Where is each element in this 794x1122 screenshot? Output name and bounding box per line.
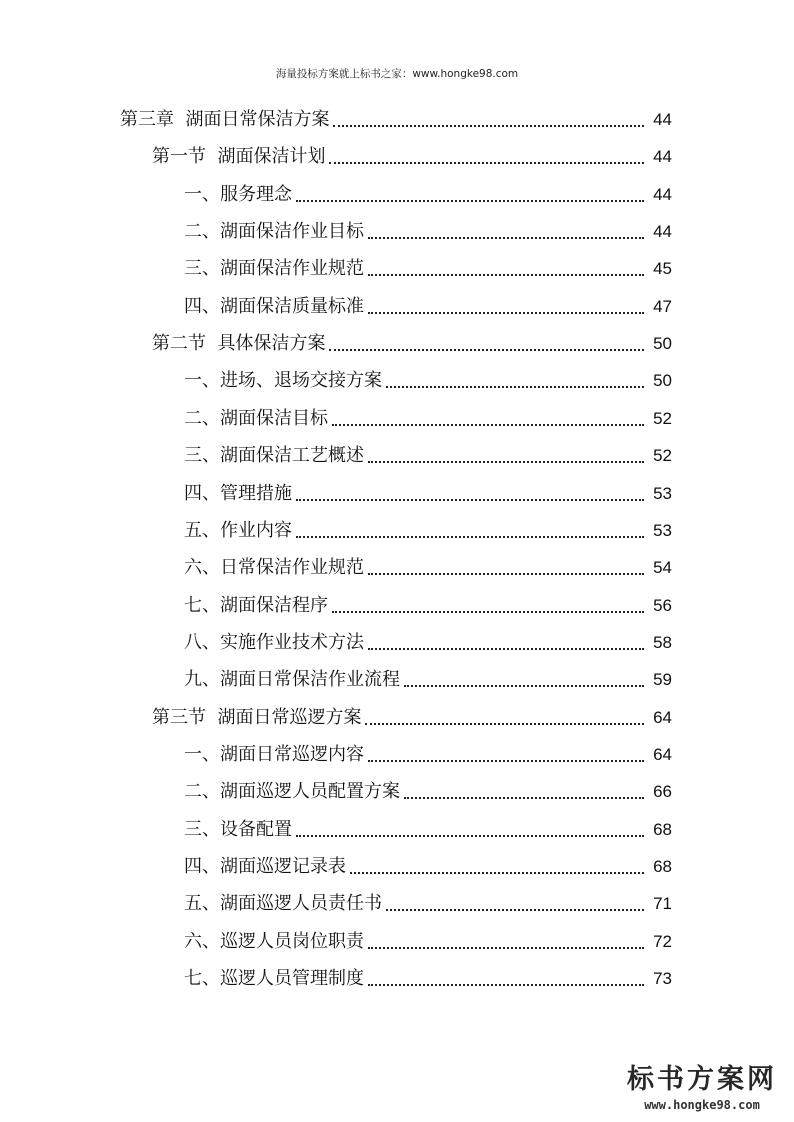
toc-dot-leader <box>386 385 644 388</box>
toc-entry[interactable] <box>184 624 672 661</box>
toc-entry[interactable] <box>184 288 672 325</box>
toc-dot-leader <box>333 124 644 127</box>
toc-entry-page-number: 45 <box>653 259 672 279</box>
toc-dot-leader <box>368 236 644 239</box>
watermark-url: www.hongke98.com <box>644 1098 760 1112</box>
toc-entry-page-number: 53 <box>653 520 672 540</box>
toc-entry[interactable] <box>184 437 672 474</box>
toc-entry-title: 四、湖面巡逻记录表 <box>184 856 346 877</box>
toc-entry-page-number: 50 <box>653 371 672 391</box>
toc-entry[interactable] <box>184 213 672 250</box>
toc-entry-title: 四、湖面保洁质量标准 <box>184 295 364 317</box>
toc-entry[interactable] <box>184 848 672 885</box>
toc-entry-page-number: 66 <box>653 782 672 802</box>
toc-entry-page-number: 64 <box>653 707 672 727</box>
toc-entry-title: 九、湖面日常保洁作业流程 <box>184 669 400 691</box>
toc-entry-title: 一、湖面日常巡逻内容 <box>184 743 364 765</box>
toc-entry-title: 三、湖面保洁工艺概述 <box>184 445 364 467</box>
toc-entry[interactable] <box>184 512 672 549</box>
watermark-logo <box>622 1057 782 1112</box>
toc-entry[interactable] <box>152 325 672 362</box>
toc-entry-page-number: 53 <box>653 483 672 503</box>
toc-entry-title: 四、管理措施 <box>184 482 292 504</box>
toc-dot-leader <box>365 722 644 725</box>
toc-entry-page-number: 72 <box>653 931 672 951</box>
toc-entry-page-number: 73 <box>653 969 672 989</box>
toc-dot-leader <box>329 161 644 164</box>
toc-entry[interactable] <box>184 885 672 922</box>
toc-entry-page-number: 64 <box>653 744 672 764</box>
toc-entry[interactable] <box>184 549 672 586</box>
toc-entry-title: 五、作业内容 <box>184 519 292 541</box>
toc-entry[interactable] <box>184 250 672 287</box>
toc-dot-leader <box>368 311 644 314</box>
toc-entry-page-number: 44 <box>653 222 672 242</box>
toc-entry-page-number: 52 <box>653 408 672 428</box>
toc-entry-title: 七、湖面保洁程序 <box>184 594 328 616</box>
toc-dot-leader <box>368 460 644 463</box>
toc-entry[interactable] <box>184 736 672 773</box>
page-header: 海量投标方案就上标书之家：www.hongke98.com <box>275 68 519 80</box>
toc-entry-title: 六、日常保洁作业规范 <box>184 557 364 579</box>
toc-dot-leader <box>296 535 644 538</box>
toc-entry-title: 五、湖面巡逻人员责任书 <box>184 893 382 915</box>
toc-entry-title: 二、湖面保洁作业目标 <box>184 221 364 243</box>
watermark-brand-name: 标书方案网 <box>627 1064 777 1095</box>
toc-dot-leader <box>368 647 644 650</box>
toc-entry-title: 二、湖面保洁目标 <box>184 407 328 429</box>
toc-entry-page-number: 58 <box>653 632 672 652</box>
toc-entry[interactable] <box>184 661 672 698</box>
toc-entry[interactable] <box>184 773 672 810</box>
toc-entry[interactable] <box>184 176 672 213</box>
toc-entry-title: 一、服务理念 <box>184 183 292 205</box>
toc-entry-page-number: 50 <box>653 334 672 354</box>
toc-entry[interactable] <box>120 101 672 138</box>
toc-dot-leader <box>368 572 644 575</box>
toc-entry-title: 第三章 湖面日常保洁方案 <box>120 109 330 130</box>
toc-entry[interactable] <box>152 138 672 175</box>
toc-dot-leader <box>368 946 644 949</box>
toc-dot-leader <box>296 199 644 202</box>
toc-entry[interactable] <box>184 362 672 399</box>
toc-entry-title: 第三节 湖面日常巡逻方案 <box>152 706 362 728</box>
toc-dot-leader <box>296 498 644 501</box>
toc-entry[interactable] <box>184 923 672 960</box>
toc-dot-leader <box>332 423 644 426</box>
toc-entry-page-number: 59 <box>653 670 672 690</box>
toc-entry-page-number: 44 <box>653 184 672 204</box>
toc-dot-leader <box>404 796 644 799</box>
toc-dot-leader <box>332 610 644 613</box>
toc-entry-page-number: 68 <box>653 819 672 839</box>
toc-entry-title: 三、设备配置 <box>184 818 292 840</box>
toc-entry[interactable] <box>184 400 672 437</box>
toc-dot-leader <box>350 871 644 874</box>
toc-dot-leader <box>368 983 644 986</box>
toc-entry[interactable] <box>152 699 672 736</box>
toc-entry[interactable] <box>184 960 672 997</box>
toc-entry-title: 第二节 具体保洁方案 <box>152 333 326 355</box>
toc-entry-title: 八、实施作业技术方法 <box>184 631 364 653</box>
toc-entry-title: 二、湖面巡逻人员配置方案 <box>184 781 400 803</box>
toc-entry-page-number: 71 <box>653 894 672 914</box>
toc-entry-page-number: 68 <box>653 857 672 876</box>
toc-dot-leader <box>368 759 644 762</box>
toc-entry[interactable] <box>184 811 672 848</box>
toc-entry[interactable] <box>184 475 672 512</box>
toc-entry-title: 六、巡逻人员岗位职责 <box>184 930 364 952</box>
toc-entry-title: 三、湖面保洁作业规范 <box>184 258 364 280</box>
toc-dot-leader <box>329 348 644 351</box>
toc-entry-title: 第一节 湖面保洁计划 <box>152 146 326 168</box>
toc-entry[interactable] <box>184 587 672 624</box>
toc-entry-page-number: 54 <box>653 558 672 578</box>
toc-entry-page-number: 44 <box>653 110 672 129</box>
toc-dot-leader <box>404 684 644 687</box>
toc-entry-page-number: 47 <box>653 296 672 316</box>
toc-dot-leader <box>296 834 644 837</box>
toc-entry-page-number: 44 <box>653 147 672 167</box>
toc-entry-title: 七、巡逻人员管理制度 <box>184 968 364 990</box>
toc-entry-page-number: 52 <box>653 446 672 466</box>
toc-dot-leader <box>386 908 644 911</box>
toc-entry-title: 一、进场、退场交接方案 <box>184 370 382 392</box>
toc-entry-page-number: 56 <box>653 595 672 615</box>
toc-dot-leader <box>368 273 644 276</box>
